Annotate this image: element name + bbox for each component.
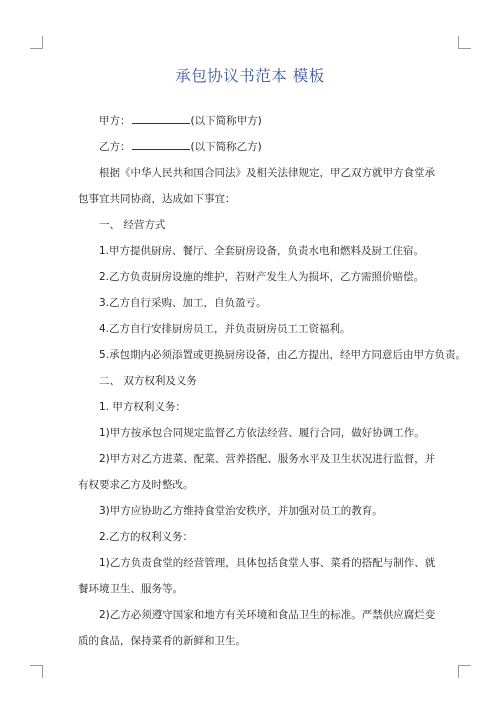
- crop-mark-top-right: [458, 36, 471, 49]
- section-1-heading: 一、 经营方式: [99, 219, 166, 231]
- section-1-item: 2.乙方负责厨房设施的维护，若财产发生人为损坏，乙方需照价赔偿。: [99, 271, 425, 283]
- section-2-subheading: 1. 甲方权利义务：: [99, 401, 186, 413]
- section-1-item: 5.承包期内必须添置或更换厨房设备，由乙方提出，经甲方同意后由甲方负责。: [99, 349, 467, 361]
- crop-mark-top-left: [30, 36, 43, 49]
- intro-paragraph: 根据《中华人民共和国合同法》及相关法律规定，甲乙双方就甲方食堂承包事宜共同协商，达成如下事宜：: [78, 167, 435, 205]
- document-title: 承包协议书范本 模板: [175, 67, 325, 85]
- section-2-item: 2)甲方对乙方进菜、配菜、营养搭配、服务水平及卫生状况进行监督，并有权要求乙方及时整改。: [78, 453, 436, 491]
- document-body: [78, 108, 467, 654]
- section-2-item: 3)甲方应协助乙方维持食堂治安秩序，并加强对员工的教育。: [99, 505, 383, 517]
- crop-mark-bottom-left: [30, 665, 43, 678]
- party-a-label: 甲方：: [99, 115, 131, 127]
- section-2-item: 1)甲方按承包合同规定监督乙方依法经营、履行合同，做好协调工作。: [99, 427, 425, 439]
- party-b-label: 乙方：: [99, 141, 131, 153]
- section-1-item: 4.乙方自行安排厨房员工，并负责厨房员工工资福利。: [99, 323, 351, 335]
- crop-mark-bottom-right: [458, 665, 471, 678]
- party-b-line: [78, 134, 436, 160]
- section-1-item: 1.甲方提供厨房、餐厅、全套厨房设备，负责水电和燃料及厨工住宿。: [99, 245, 425, 257]
- section-2-item: 2)乙方必须遵守国家和地方有关环境和食品卫生的标准。严禁供应腐烂变质的食品，保持菜肴的新鲜和卫生。: [78, 609, 436, 647]
- section-2-heading: 二、 双方权利及义务: [99, 375, 197, 387]
- party-a-blank: [132, 110, 190, 124]
- party-b-note: (以下简称乙方): [190, 141, 262, 153]
- section-2-subheading: 2.乙方的权利义务：: [99, 531, 194, 543]
- party-a-note: (以下简称甲方): [190, 115, 262, 127]
- section-2-item: 1)乙方负责食堂的经营管理，具体包括食堂人事、菜肴的搭配与制作、就餐环境卫生、服务等。: [78, 557, 436, 595]
- party-a-line: [78, 108, 436, 134]
- party-b-blank: [132, 136, 190, 150]
- section-1-item: 3.乙方自行采购、加工，自负盈亏。: [99, 297, 267, 309]
